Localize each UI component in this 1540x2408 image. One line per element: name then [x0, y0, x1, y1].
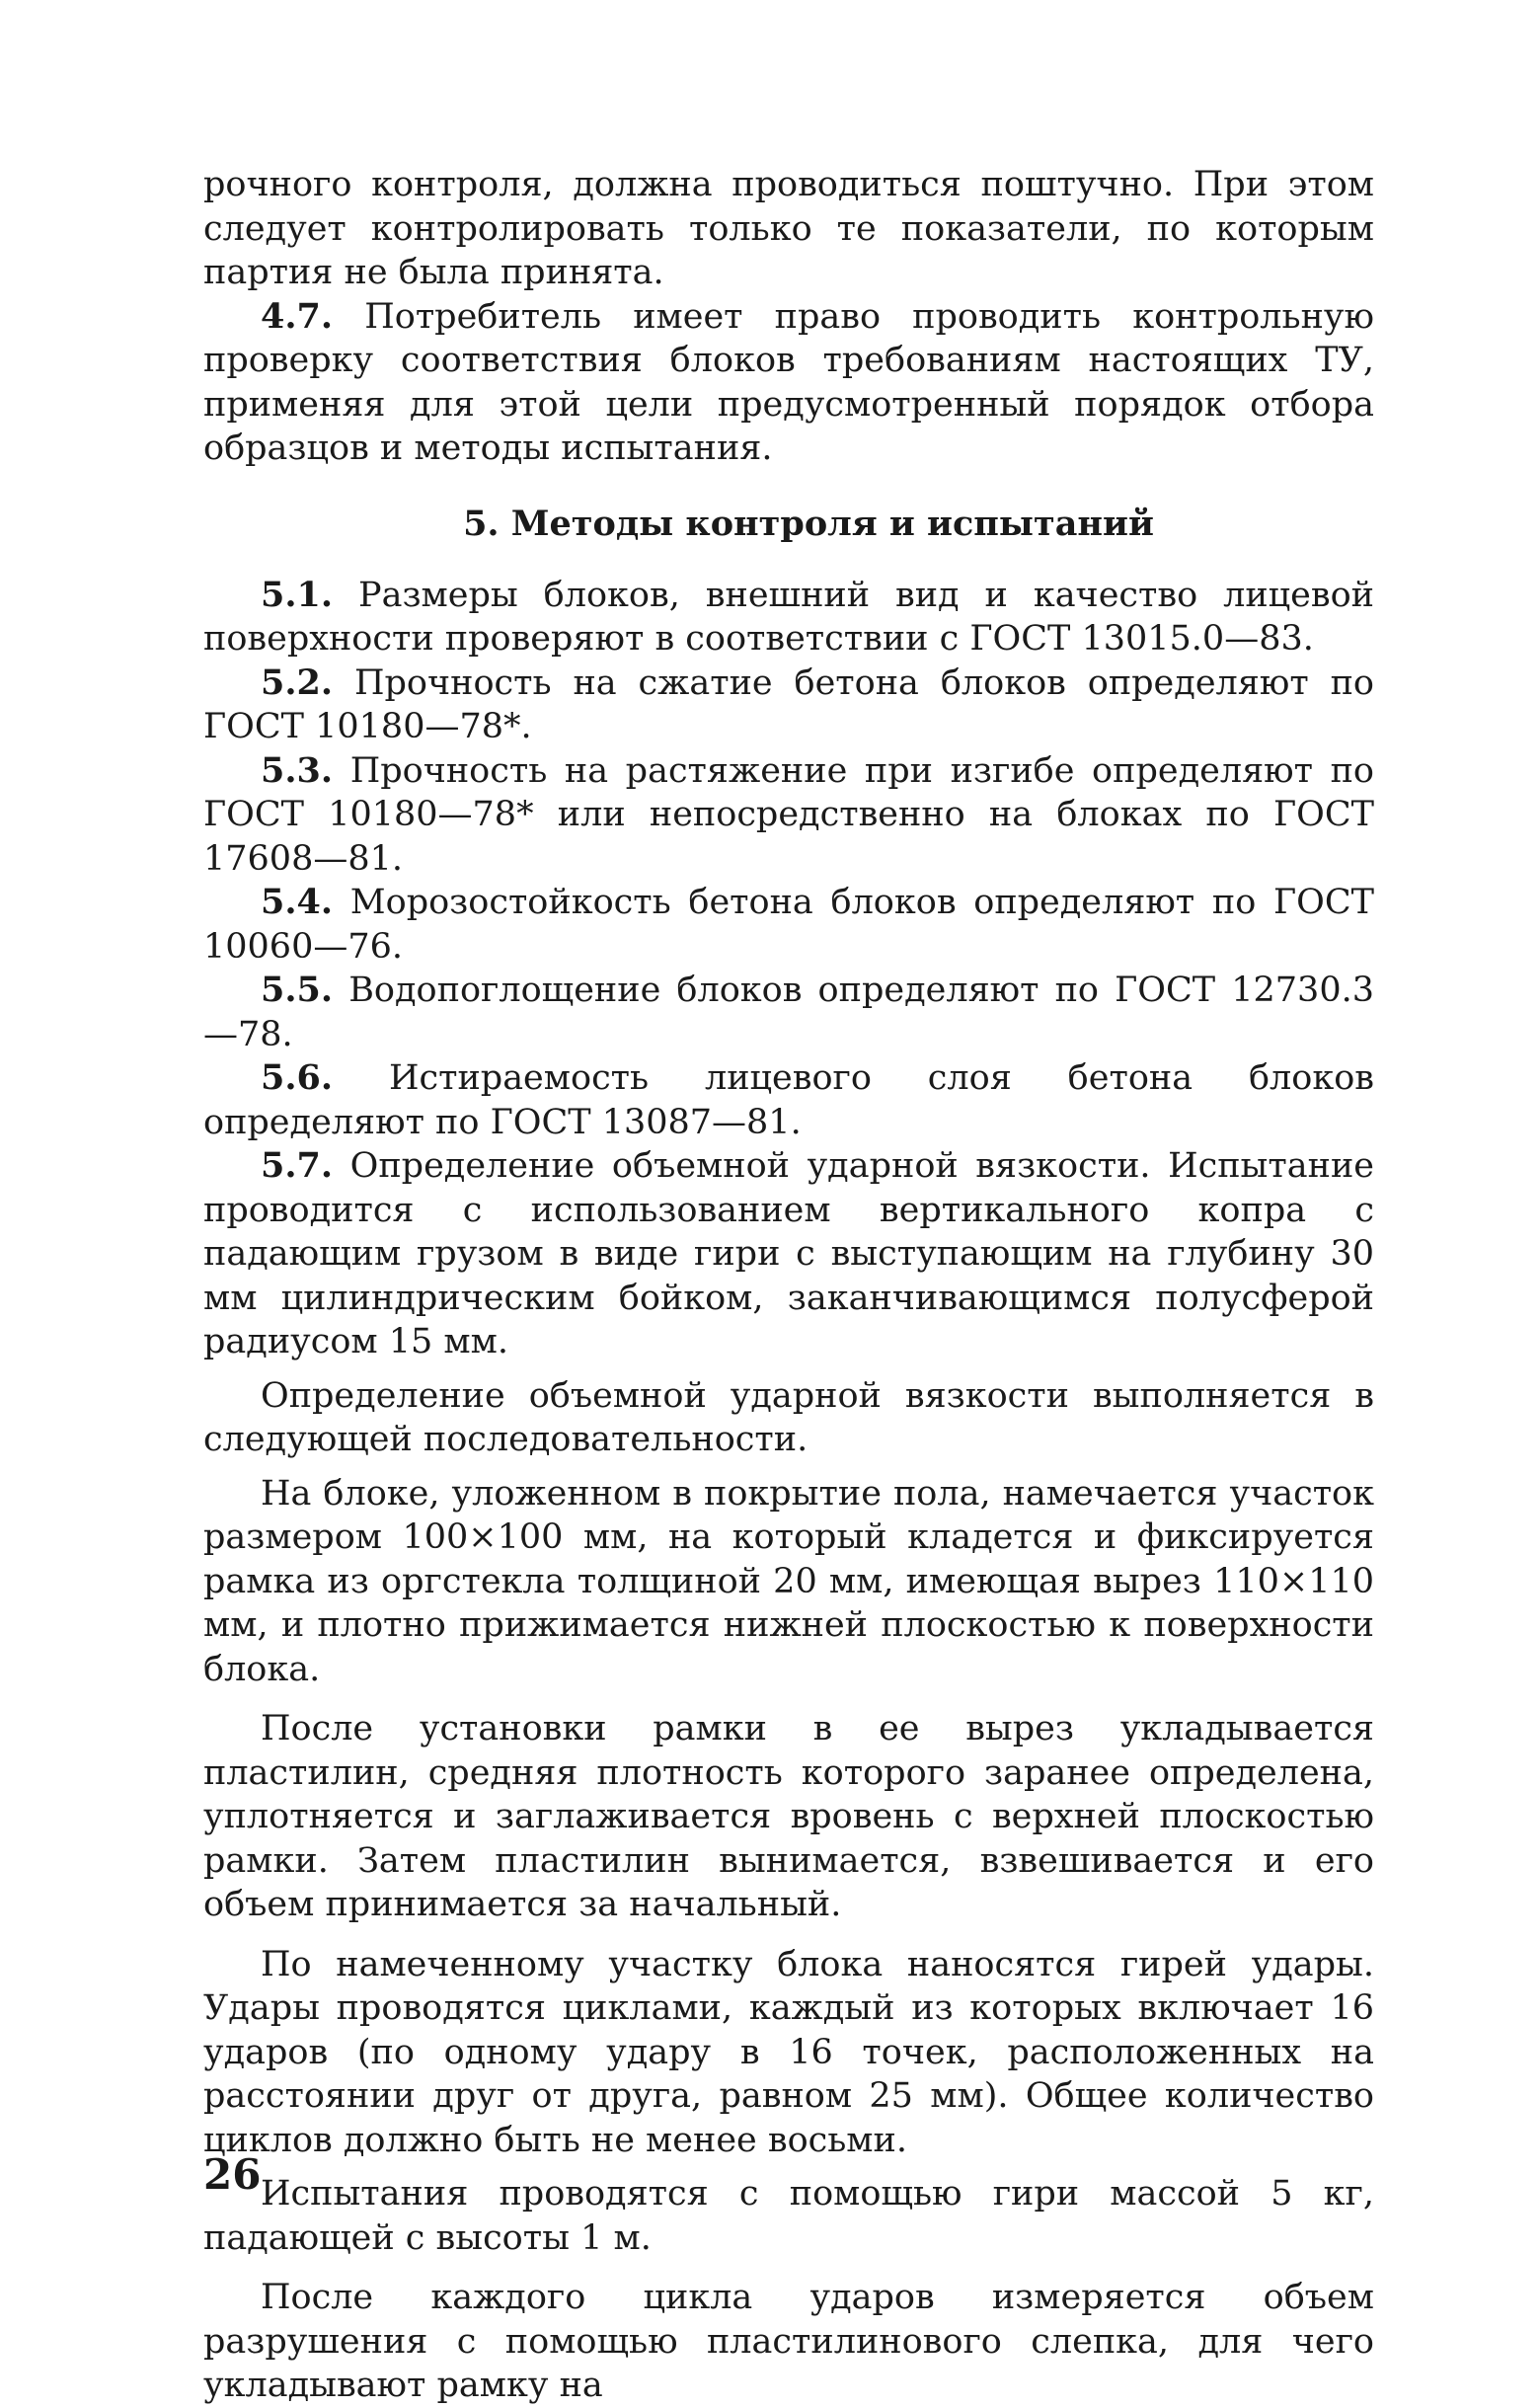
- clause-text: Истираемость лицевого слоя бетона блоков определяют по ГОСТ 13087—81.: [203, 1058, 1374, 1142]
- clause-number: 5.2.: [261, 661, 334, 703]
- clause-4-7: [203, 295, 1374, 471]
- clause-5-6: [203, 1056, 1374, 1144]
- clause-text: Прочность на сжатие бетона блоков определяют по ГОСТ 10180—78*.: [203, 662, 1374, 746]
- clause-text: Потребитель имеет право проводить контрольную проверку соответствия блоков требованиям настоящих ТУ, применяя для этой цели предусмотренный порядок отбора образцов и методы испытания.: [203, 296, 1374, 468]
- paragraph: На блоке, уложенном в покрытие пола, намечается участок размером 100×100 мм, на который кладется и фиксируется рамка из оргстекла толщиной 20 мм, имеющая вырез 110×110 мм, и плотно прижимается нижней плоскостью к поверхности блока.: [203, 1473, 1374, 1689]
- clause-number: 4.7.: [261, 295, 334, 337]
- clause-5-3: [203, 749, 1374, 882]
- clause-5-7: [203, 1144, 1374, 1364]
- clause-5-2: [203, 661, 1374, 749]
- clause-number: 5.4.: [261, 882, 334, 922]
- clause-text: Размеры блоков, внешний вид и качество лицевой поверхности проверяют в соответствии с ГОСТ 13015.0—83.: [203, 575, 1374, 659]
- clause-number: 5.3.: [261, 749, 334, 791]
- paragraph: После каждого цикла ударов измеряется объем разрушения с помощью пластилинового слепка, для чего укладывают рамку на: [203, 2278, 1374, 2405]
- section-heading: 5. Методы контроля и испытаний: [463, 503, 1154, 544]
- page-number: 26: [203, 2150, 262, 2199]
- paragraph: После установки рамки в ее вырез укладывается пластилин, средняя плотность которого заранее определена, уплотняется и заглаживается вровень с верхней плоскостью рамки. Затем пластилин вынимается, взвешивается и его объем принимается за начальный.: [203, 1709, 1374, 1924]
- clause-5-1: [203, 574, 1374, 661]
- clause-number: 5.1.: [261, 574, 334, 615]
- clause-number: 5.7.: [261, 1145, 334, 1186]
- clause-text: Прочность на растяжение при изгибе определяют по ГОСТ 10180—78* или непосредственно на блоках по ГОСТ 17608—81.: [203, 750, 1374, 879]
- paragraph: Испытания проводятся с помощью гири массой 5 кг, падающей с высоты 1 м.: [203, 2174, 1374, 2258]
- page-body: [203, 163, 1374, 2408]
- clause-number: 5.5.: [261, 970, 334, 1010]
- clause-text: Водопоглощение блоков определяют по ГОСТ 12730.3—78.: [203, 971, 1374, 1054]
- clause-5-5: [203, 969, 1374, 1056]
- clause-text: Определение объемной ударной вязкости. Испытание проводится с использованием вертикального копра с падающим грузом в виде гири с выступающим на глубину 30 мм цилиндрическим бойком, заканчивающимся полусферой радиусом 15 мм.: [203, 1146, 1374, 1361]
- clause-number: 5.6.: [261, 1057, 334, 1098]
- paragraph-continuation: рочного контроля, должна проводиться поштучно. При этом следует контролировать только те показатели, по которым партия не была принята.: [203, 165, 1374, 292]
- clause-5-4: [203, 881, 1374, 969]
- paragraph: Определение объемной ударной вязкости выполняется в следующей последовательности.: [203, 1375, 1374, 1459]
- clause-text: Морозостойкость бетона блоков определяют по ГОСТ 10060—76.: [203, 883, 1374, 967]
- paragraph: По намеченному участку блока наносятся гирей удары. Удары проводятся циклами, каждый из которых включает 16 ударов (по одному удару в 16 точек, расположенных на расстоянии друг от друга, равном 25 мм). Общее количество циклов должно быть не менее восьми.: [203, 1944, 1374, 2160]
